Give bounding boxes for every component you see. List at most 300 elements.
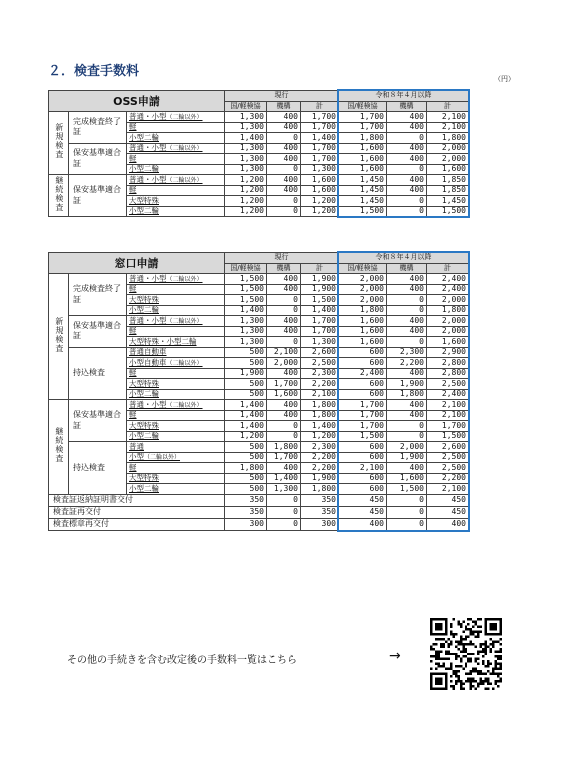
vehicle-type-label: 大型特殊・小型二輪 <box>129 336 197 346</box>
fee-cell: 2,400 <box>427 284 469 295</box>
fee-cell: 500 <box>225 358 267 369</box>
fee-cell: 1,700 <box>339 400 387 411</box>
fee-cell: 400 <box>387 274 427 285</box>
header-current: 現行 <box>225 91 339 102</box>
fee-cell: 1,300 <box>225 164 267 175</box>
fee-cell: 400 <box>387 284 427 295</box>
fee-cell: 600 <box>339 442 387 453</box>
fee-cell: 400 <box>267 185 301 196</box>
vehicle-type-note: （二輪以外） <box>166 145 203 153</box>
fee-cell: 400 <box>387 410 427 421</box>
fee-cell: 1,600 <box>427 337 469 348</box>
fee-cell: 0 <box>267 164 301 175</box>
header-total: 計 <box>427 101 469 112</box>
fee-cell: 0 <box>387 431 427 442</box>
header-org: 機構 <box>387 101 427 112</box>
fee-cell: 1,800 <box>267 442 301 453</box>
section-title: 窓口申請 <box>49 253 225 274</box>
fee-cell: 400 <box>387 463 427 474</box>
qr-code-icon[interactable] <box>430 618 502 690</box>
fee-cell: 400 <box>387 368 427 379</box>
oss-fee-table <box>48 90 469 217</box>
fee-cell: 350 <box>225 506 267 518</box>
vehicle-type <box>127 452 225 463</box>
fee-cell: 1,300 <box>225 316 267 327</box>
arrow-right-icon: → <box>389 648 401 664</box>
fee-cell: 1,500 <box>225 295 267 306</box>
fee-cell: 400 <box>267 368 301 379</box>
vehicle-type <box>127 133 225 144</box>
vehicle-type <box>127 196 225 207</box>
fee-cell: 500 <box>225 484 267 495</box>
header-org: 機構 <box>267 263 301 274</box>
fee-cell: 1,300 <box>301 164 339 175</box>
footer-label: 検査証再交付 <box>49 506 225 518</box>
fee-cell: 0 <box>387 295 427 306</box>
vehicle-type-note: （二輪以外） <box>166 113 203 121</box>
fee-cell: 400 <box>387 326 427 337</box>
fee-cell: 400 <box>427 518 469 530</box>
fee-cell: 1,800 <box>339 305 387 316</box>
fee-cell: 1,600 <box>301 175 339 186</box>
fee-cell: 400 <box>387 175 427 186</box>
fee-cell: 350 <box>225 494 267 506</box>
fee-cell: 1,900 <box>301 473 339 484</box>
fee-cell: 1,400 <box>225 133 267 144</box>
header-national: 国/軽検協 <box>225 101 267 112</box>
vehicle-type <box>127 389 225 400</box>
vehicle-type <box>127 274 225 285</box>
fee-cell: 2,800 <box>427 368 469 379</box>
fee-cell: 2,500 <box>427 379 469 390</box>
fee-cell: 1,700 <box>427 421 469 432</box>
vehicle-type <box>127 122 225 133</box>
fee-cell: 400 <box>267 410 301 421</box>
fee-cell: 600 <box>339 347 387 358</box>
fee-cell: 1,200 <box>225 185 267 196</box>
fee-cell: 2,000 <box>427 154 469 165</box>
vehicle-type-label: 普通・小型 <box>129 174 167 184</box>
fee-cell: 1,400 <box>301 133 339 144</box>
vehicle-type <box>127 400 225 411</box>
vehicle-type-label: 普通・小型 <box>129 399 167 409</box>
fee-cell: 1,900 <box>387 452 427 463</box>
fee-cell: 0 <box>267 506 301 518</box>
fee-cell: 1,300 <box>225 154 267 165</box>
vehicle-type-label: 軽 <box>129 410 137 420</box>
fee-cell: 350 <box>301 494 339 506</box>
fee-cell: 1,700 <box>267 452 301 463</box>
fee-cell: 1,850 <box>427 185 469 196</box>
fee-cell: 2,100 <box>427 400 469 411</box>
fee-cell: 400 <box>267 122 301 133</box>
vehicle-type <box>127 284 225 295</box>
fee-cell: 0 <box>267 196 301 207</box>
table-row <box>49 175 469 186</box>
header-total: 計 <box>301 101 339 112</box>
fee-cell: 1,900 <box>301 284 339 295</box>
fee-cell: 0 <box>387 506 427 518</box>
vehicle-type-label: 軽 <box>129 368 137 378</box>
fee-cell: 1,850 <box>427 175 469 186</box>
fee-cell: 500 <box>225 442 267 453</box>
fee-cell: 1,400 <box>225 421 267 432</box>
fee-cell: 1,200 <box>301 196 339 207</box>
fee-cell: 1,800 <box>427 133 469 144</box>
fee-cell: 2,100 <box>427 410 469 421</box>
fee-cell: 2,000 <box>387 442 427 453</box>
fee-cell: 1,500 <box>225 284 267 295</box>
fee-cell: 2,100 <box>339 463 387 474</box>
fee-cell: 400 <box>339 518 387 530</box>
fee-cell: 1,700 <box>301 122 339 133</box>
fee-cell: 1,200 <box>225 206 267 217</box>
header-national: 国/軽検協 <box>339 263 387 274</box>
fee-cell: 1,800 <box>301 400 339 411</box>
fee-cell: 400 <box>387 185 427 196</box>
fee-cell: 0 <box>387 133 427 144</box>
fee-cell: 0 <box>267 421 301 432</box>
fee-cell: 0 <box>267 518 301 530</box>
vehicle-type-label: 大型特殊 <box>129 294 159 304</box>
fee-cell: 0 <box>387 494 427 506</box>
vehicle-type-label: 大型特殊 <box>129 378 159 388</box>
group-label: 保安基準適合証 <box>69 316 127 348</box>
fee-cell: 1,600 <box>339 154 387 165</box>
fee-cell: 2,400 <box>427 389 469 400</box>
vehicle-type <box>127 410 225 421</box>
fee-cell: 2,600 <box>301 347 339 358</box>
fee-cell: 2,100 <box>267 347 301 358</box>
vehicle-type-note: （二輪以外） <box>166 275 203 283</box>
fee-cell: 0 <box>267 431 301 442</box>
fee-list-link-text[interactable]: その他の手続きを含む改定後の手数料一覧はこちら <box>67 655 297 666</box>
fee-cell: 1,800 <box>225 463 267 474</box>
fee-cell: 1,200 <box>225 431 267 442</box>
header-revised: 令和８年４月以降 <box>339 253 469 264</box>
fee-cell: 0 <box>387 421 427 432</box>
fee-cell: 400 <box>267 463 301 474</box>
fee-cell: 2,000 <box>427 316 469 327</box>
vehicle-type <box>127 206 225 217</box>
fee-cell: 2,200 <box>427 473 469 484</box>
fee-cell: 1,400 <box>267 473 301 484</box>
fee-cell: 600 <box>339 358 387 369</box>
header-org: 機構 <box>267 101 301 112</box>
vehicle-type <box>127 112 225 123</box>
fee-cell: 1,300 <box>225 122 267 133</box>
table-row <box>49 506 469 518</box>
fee-cell: 1,800 <box>301 410 339 421</box>
fee-cell: 1,700 <box>339 122 387 133</box>
table-row <box>49 494 469 506</box>
fee-cell: 2,300 <box>301 442 339 453</box>
vehicle-type-label: 小型 <box>129 452 144 462</box>
fee-cell: 2,200 <box>301 452 339 463</box>
vehicle-type <box>127 431 225 442</box>
fee-cell: 450 <box>339 494 387 506</box>
fee-cell: 1,450 <box>339 196 387 207</box>
header-current: 現行 <box>225 253 339 264</box>
fee-cell: 1,700 <box>339 421 387 432</box>
group-label: 完成検査終了証 <box>69 274 127 316</box>
group-label: 保安基準適合証 <box>69 400 127 442</box>
fee-cell: 1,800 <box>339 133 387 144</box>
fee-cell: 400 <box>267 284 301 295</box>
fee-cell: 600 <box>339 473 387 484</box>
fee-cell: 0 <box>267 206 301 217</box>
fee-cell: 0 <box>387 206 427 217</box>
fee-cell: 500 <box>225 389 267 400</box>
fee-cell: 0 <box>387 337 427 348</box>
vehicle-type-label: 普通・小型 <box>129 315 167 325</box>
fee-cell: 1,800 <box>301 484 339 495</box>
fee-cell: 1,200 <box>225 175 267 186</box>
header-total: 計 <box>301 263 339 274</box>
fee-cell: 600 <box>339 379 387 390</box>
vehicle-type <box>127 164 225 175</box>
fee-cell: 400 <box>267 400 301 411</box>
fee-cell: 1,800 <box>427 305 469 316</box>
vehicle-type <box>127 358 225 369</box>
fee-cell: 400 <box>267 175 301 186</box>
group-label: 持込検査 <box>69 347 127 400</box>
vehicle-type <box>127 316 225 327</box>
group-label: 持込検査 <box>69 442 127 495</box>
fee-cell: 1,900 <box>301 274 339 285</box>
group-label: 完成検査終了証 <box>69 112 127 144</box>
table-row <box>49 143 469 154</box>
fee-cell: 600 <box>339 452 387 463</box>
fee-cell: 2,200 <box>387 358 427 369</box>
fee-cell: 1,700 <box>301 154 339 165</box>
fee-cell: 400 <box>387 122 427 133</box>
fee-cell: 1,400 <box>225 410 267 421</box>
fee-cell: 1,600 <box>301 185 339 196</box>
fee-cell: 2,600 <box>427 442 469 453</box>
fee-cell: 0 <box>267 337 301 348</box>
fee-cell: 1,450 <box>427 196 469 207</box>
vehicle-type <box>127 143 225 154</box>
fee-cell: 1,700 <box>301 143 339 154</box>
vehicle-type-label: 普通・小型 <box>129 111 167 121</box>
fee-cell: 0 <box>267 133 301 144</box>
vehicle-type-label: 軽 <box>129 462 137 472</box>
fee-cell: 300 <box>301 518 339 530</box>
header-revised: 令和８年４月以降 <box>339 91 469 102</box>
fee-cell: 1,500 <box>301 295 339 306</box>
fee-cell: 1,200 <box>301 206 339 217</box>
vehicle-type-label: 小型二輪 <box>129 206 159 216</box>
vehicle-type <box>127 347 225 358</box>
fee-cell: 1,300 <box>225 112 267 123</box>
table-row <box>49 400 469 411</box>
fee-cell: 1,450 <box>339 175 387 186</box>
fee-cell: 500 <box>225 473 267 484</box>
fee-cell: 400 <box>267 143 301 154</box>
header-total: 計 <box>427 263 469 274</box>
vehicle-type <box>127 154 225 165</box>
fee-cell: 2,400 <box>427 274 469 285</box>
fee-cell: 400 <box>387 316 427 327</box>
fee-cell: 400 <box>387 112 427 123</box>
vehicle-type-label: 普通・小型 <box>129 143 167 153</box>
fee-cell: 1,600 <box>339 326 387 337</box>
fee-cell: 1,600 <box>387 473 427 484</box>
fee-cell: 1,450 <box>339 185 387 196</box>
fee-cell: 1,300 <box>267 484 301 495</box>
vehicle-type <box>127 473 225 484</box>
fee-cell: 2,400 <box>339 368 387 379</box>
vehicle-type-note: （二輪以外） <box>166 317 203 325</box>
vehicle-type-label: 小型自動車 <box>129 357 167 367</box>
section-title: OSS申請 <box>49 91 225 112</box>
fee-cell: 1,600 <box>339 316 387 327</box>
fee-cell: 600 <box>339 484 387 495</box>
fee-cell: 1,500 <box>427 431 469 442</box>
fee-cell: 2,100 <box>427 122 469 133</box>
fee-cell: 450 <box>339 506 387 518</box>
vehicle-type-label: 小型二輪 <box>129 305 159 315</box>
fee-cell: 400 <box>267 112 301 123</box>
header-national: 国/軽検協 <box>225 263 267 274</box>
fee-cell: 1,700 <box>339 410 387 421</box>
fee-cell: 0 <box>267 305 301 316</box>
fee-cell: 2,000 <box>339 284 387 295</box>
page-title: ２．検査手数料 <box>48 64 140 79</box>
fee-cell: 1,300 <box>225 143 267 154</box>
fee-cell: 2,000 <box>427 326 469 337</box>
fee-cell: 1,700 <box>267 379 301 390</box>
vehicle-type-label: 小型二輪 <box>129 164 159 174</box>
fee-cell: 2,000 <box>339 295 387 306</box>
fee-cell: 1,700 <box>301 316 339 327</box>
fee-cell: 2,200 <box>301 463 339 474</box>
fee-cell: 2,100 <box>427 484 469 495</box>
vehicle-type <box>127 484 225 495</box>
fee-cell: 2,900 <box>427 347 469 358</box>
category-label: 新規検査 <box>54 123 64 160</box>
fee-cell: 2,100 <box>301 389 339 400</box>
fee-cell: 350 <box>301 506 339 518</box>
fee-cell: 450 <box>427 506 469 518</box>
vehicle-type-note: （二輪以外） <box>166 176 203 184</box>
vehicle-type <box>127 185 225 196</box>
fee-cell: 2,000 <box>427 295 469 306</box>
table-row <box>49 518 469 530</box>
fee-cell: 2,200 <box>301 379 339 390</box>
fee-cell: 1,400 <box>225 305 267 316</box>
fee-cell: 0 <box>267 494 301 506</box>
fee-cell: 1,300 <box>225 337 267 348</box>
fee-cell: 1,400 <box>301 421 339 432</box>
fee-cell: 2,000 <box>339 274 387 285</box>
fee-cell: 0 <box>387 518 427 530</box>
fee-cell: 2,000 <box>427 143 469 154</box>
fee-cell: 450 <box>427 494 469 506</box>
fee-cell: 1,300 <box>225 326 267 337</box>
fee-cell: 1,200 <box>225 196 267 207</box>
fee-cell: 1,500 <box>225 274 267 285</box>
fee-cell: 1,800 <box>387 389 427 400</box>
fee-cell: 1,300 <box>301 337 339 348</box>
fee-cell: 2,500 <box>301 358 339 369</box>
fee-cell: 0 <box>387 196 427 207</box>
fee-cell: 1,900 <box>225 368 267 379</box>
fee-cell: 1,600 <box>339 143 387 154</box>
vehicle-type-note: （二輪以外） <box>144 454 181 462</box>
table-row <box>49 274 469 285</box>
fee-cell: 500 <box>225 347 267 358</box>
fee-cell: 0 <box>387 164 427 175</box>
category-label: 継続検査 <box>54 175 64 212</box>
fee-cell: 2,500 <box>427 452 469 463</box>
fee-cell: 300 <box>225 518 267 530</box>
vehicle-type-label: 普通・小型 <box>129 273 167 283</box>
fee-cell: 1,900 <box>387 379 427 390</box>
fee-cell: 400 <box>387 154 427 165</box>
fee-cell: 400 <box>387 143 427 154</box>
header-national: 国/軽検協 <box>339 101 387 112</box>
fee-cell: 2,300 <box>387 347 427 358</box>
vehicle-type-label: 小型二輪 <box>129 389 159 399</box>
group-label: 保安基準適合証 <box>69 143 127 175</box>
vehicle-type-label: 小型二輪 <box>129 431 159 441</box>
fee-cell: 1,500 <box>339 206 387 217</box>
fee-cell: 2,100 <box>427 112 469 123</box>
vehicle-type <box>127 463 225 474</box>
vehicle-type <box>127 175 225 186</box>
vehicle-type-label: 普通自動車 <box>129 347 167 357</box>
category-label: 新規検査 <box>54 316 64 353</box>
fee-cell: 1,700 <box>301 326 339 337</box>
fee-cell: 2,800 <box>427 358 469 369</box>
fee-cell: 500 <box>225 452 267 463</box>
vehicle-type <box>127 305 225 316</box>
table-row <box>49 112 469 123</box>
fee-cell: 600 <box>339 389 387 400</box>
vehicle-type-label: 小型二輪 <box>129 132 159 142</box>
fee-cell: 1,500 <box>387 484 427 495</box>
vehicle-type <box>127 295 225 306</box>
vehicle-type-note: （二輪以外） <box>166 401 203 409</box>
vehicle-type <box>127 368 225 379</box>
fee-cell: 400 <box>267 274 301 285</box>
vehicle-type-label: 普通 <box>129 441 144 451</box>
fee-cell: 1,700 <box>339 112 387 123</box>
fee-cell: 400 <box>267 316 301 327</box>
fee-cell: 500 <box>225 379 267 390</box>
unit-label: （円） <box>494 75 515 83</box>
window-fee-table <box>48 252 469 531</box>
vehicle-type-label: 軽 <box>129 122 137 132</box>
fee-cell: 1,700 <box>301 112 339 123</box>
vehicle-type-label: 大型特殊 <box>129 473 159 483</box>
vehicle-type-label: 大型特殊 <box>129 420 159 430</box>
vehicle-type <box>127 326 225 337</box>
header-org: 機構 <box>387 263 427 274</box>
table-row <box>49 316 469 327</box>
table-row <box>49 347 469 358</box>
fee-cell: 2,000 <box>267 358 301 369</box>
vehicle-type-label: 小型二輪 <box>129 483 159 493</box>
fee-cell: 1,500 <box>339 431 387 442</box>
fee-cell: 1,500 <box>427 206 469 217</box>
category-label: 継続検査 <box>54 426 64 463</box>
vehicle-type-label: 軽 <box>129 185 137 195</box>
footer-label: 検査標章再交付 <box>49 518 225 530</box>
fee-cell: 1,600 <box>339 337 387 348</box>
